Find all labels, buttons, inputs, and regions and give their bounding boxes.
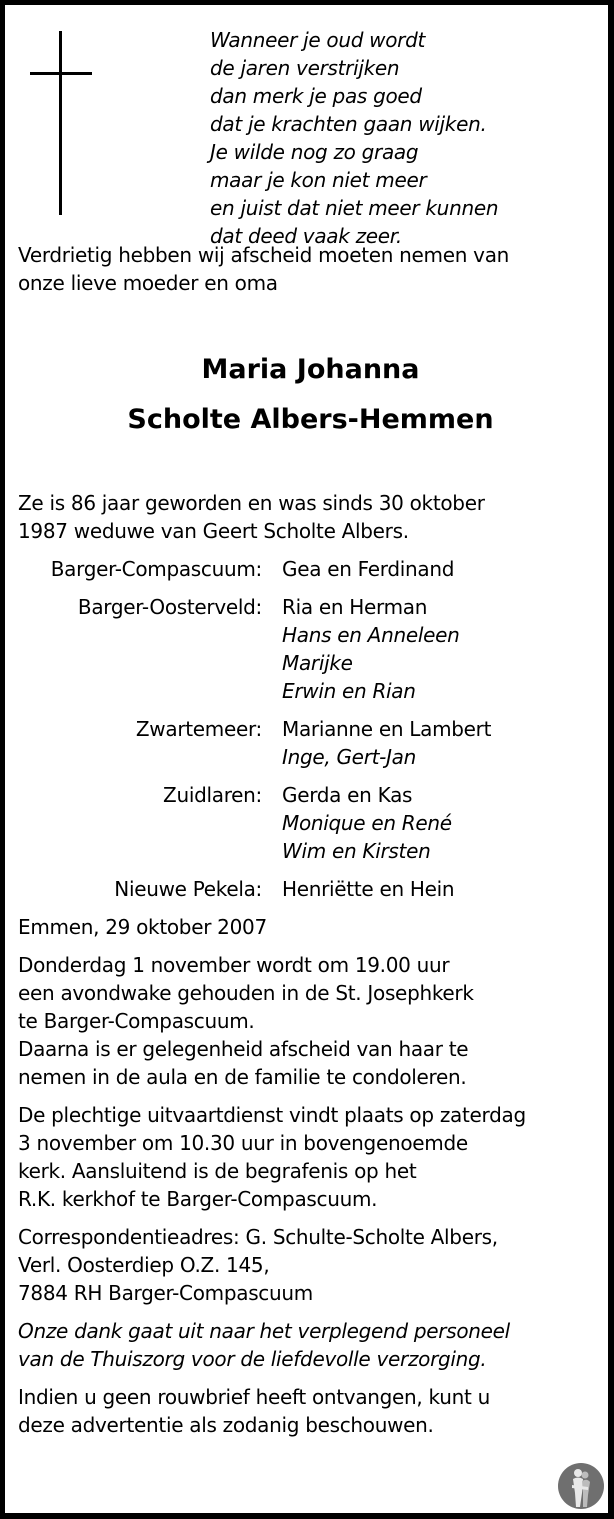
poem-line: dan merk je pas goed <box>210 84 422 108</box>
family-row: Barger-Compascuum: Gea en Ferdinand <box>50 557 455 581</box>
poem-line: Wanneer je oud wordt <box>210 28 426 52</box>
family-row: Barger-Oosterveld: Ria en Herman Hans en Anneleen Marijke Erwin en Rian <box>77 595 460 703</box>
poem-line: de jaren verstrijken <box>210 56 400 80</box>
age-line: Ze is 86 jaar geworden en was sinds 30 oktober 1987 weduwe van Geert Scholte Albers. <box>18 491 485 543</box>
thanks: Onze dank gaat uit naar het verplegend personeel van de Thuiszorg voor de liefdevolle verzorging. <box>18 1319 510 1371</box>
poem-line: dat je krachten gaan wijken. <box>210 112 487 136</box>
poem-line: Je wilde nog zo graag <box>210 140 419 164</box>
family-row: Zuidlaren: Gerda en Kas Monique en René Wim en Kirsten <box>163 783 452 863</box>
poem-line: dat deed vaak zeer. <box>210 224 402 248</box>
place-date: Emmen, 29 oktober 2007 <box>18 915 267 939</box>
family-row: Nieuwe Pekela: Henriëtte en Hein <box>114 877 455 901</box>
deceased-name: Maria Johanna Scholte Albers-Hemmen <box>127 354 494 435</box>
funeral-info: De plechtige uitvaartdienst vindt plaats op zaterdag 3 november om 10.30 uur in bovengenoemde kerk. Aansluitend is de begrafenis op het R.K. kerkhof te Barger-Compascuum. <box>18 1103 526 1211</box>
correspondence-address: Correspondentieadres: G. Schulte-Scholte Albers, Verl. Oosterdiep O.Z. 145, 7884 RH Barger-Compascuum <box>18 1225 498 1305</box>
family-row: Zwartemeer: Marianne en Lambert Inge, Gert-Jan <box>135 717 492 769</box>
wake-info: Donderdag 1 november wordt om 19.00 uur een avondwake gehouden in de St. Josephkerk te Barger-Compascuum. Daarna is er gelegenheid afscheid van haar te nemen in de aula en de familie te condoleren. <box>18 953 474 1089</box>
cross-icon <box>30 31 92 215</box>
closing-note: Indien u geen rouwbrief heeft ontvangen, kunt u deze advertentie als zodanig beschouwen. <box>18 1385 490 1437</box>
intro: Verdrietig hebben wij afscheid moeten nemen van onze lieve moeder en oma <box>18 243 510 295</box>
embracing-figures-logo-icon <box>558 1463 604 1509</box>
poem <box>210 26 498 250</box>
poem-line: en juist dat niet meer kunnen <box>210 196 499 220</box>
death-notice <box>5 5 608 1513</box>
poem-line: maar je kon niet meer <box>210 168 427 192</box>
